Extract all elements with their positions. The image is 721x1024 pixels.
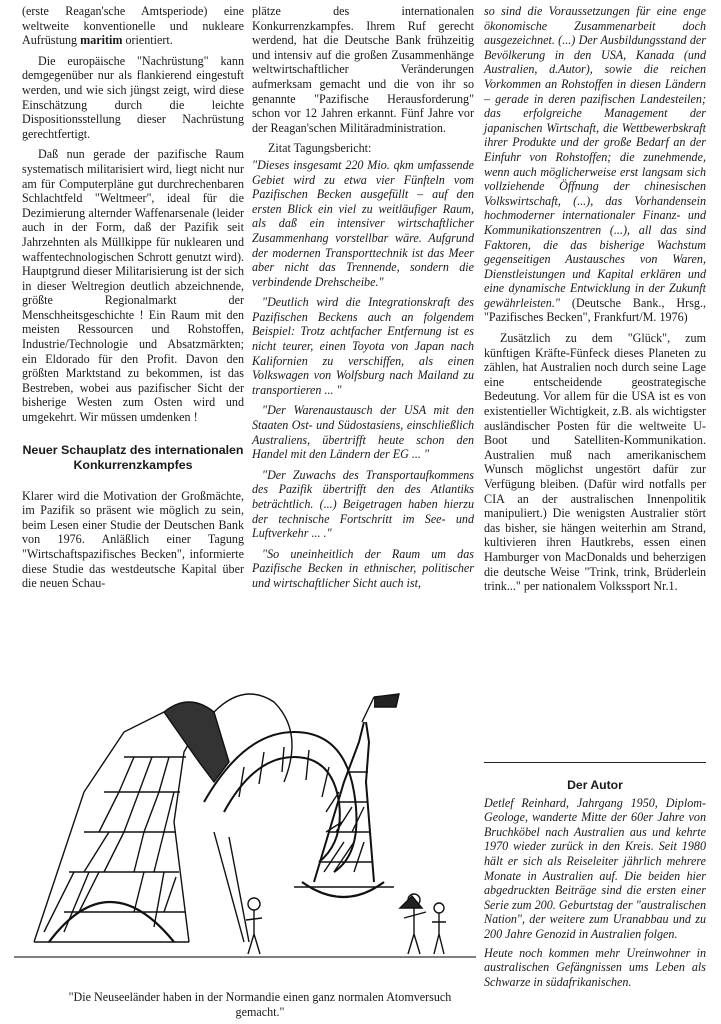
quote: "Der Zuwachs des Transportaufkommens des Pazifik übertrifft den des Atlantiks beträchtlich. (...) Beigetragen haben hierzu der technische Fortschritt im See- und Luftverkehr ... ." bbox=[252, 467, 474, 541]
author-note: Heute noch kommen mehr Ureinwohner in australischen Gefängnissen ums Leben als Schwarze in südafrikanischen. bbox=[484, 945, 706, 989]
quote: "So uneinheitlich der Raum um das Pazifische Becken in ethnischer, politischer und wirtschaftlicher Sicht auch ist, bbox=[252, 546, 474, 590]
cartoon-caption: "Die Neuseeländer haben in der Normandie einen ganz normalen Atomversuch gemacht." bbox=[68, 990, 452, 1019]
paragraph: Die europäische "Nachrüstung" kann demgegenüber nur als flankierend eingestuft werden, und wie sich jüngst zeigt, wird diese Einschätzung durch die leichte Dispositionsstellung dieser Nachrüstung gerechtfertigt. bbox=[22, 53, 244, 141]
quote: "Der Warenaustausch der USA mit den Staaten Ost- und Südostasiens, einschließlich Australiens, übertrifft heute schon den Handel mit den Ländern der EG ... " bbox=[252, 403, 474, 462]
column-2 bbox=[252, 4, 474, 597]
section-heading: Neuer Schauplatz des internationalen Konkurrenzkampfes bbox=[22, 442, 244, 472]
quote-continuation: so sind die Voraussetzungen für eine enge ökonomische Zusammenarbeit doch ausgezeichnet. (...) Der Ausbildungsstand der Bevölkerung in den USA, Kanada (und Australien, d.Autor), sowie die reichen Vorkommen an Rohstoffen in diesen Ländern – gerade in deren pazifischen Landesteilen; das erfolgreiche Management der japanischen Wirtschaft, die Wettbewerbskraft ihrer Produkte und der große Bedarf an der Einfuhr von Rohstoffen; die zunehmende, wenn auch möglicherweise erst langsam sich vollziehende Öffnung der chinesischen Volkswirtschaft, (...), das Vorhandensein hochmoderner internationaler Finanz- und Kommunikationszentren (...), all das sind Faktoren, die das bisherige Wachstum gegenseitigen Austausches von Waren, Dienstleistungen und Kapital erklären und eine dynamische Entwicklung in der Zukunft gewährleisten." bbox=[484, 4, 706, 310]
text-run: (erste Reagan'sche Amtsperiode) eine weltweite konventionelle und nukleare Aufrüstung bbox=[22, 4, 244, 48]
quote: "Deutlich wird die Integrationskraft des Pazifischen Beckens auch an folgendem Beispiel: Trotz achtfacher Entfernung ist es nicht teurer, einen Toyota von Japan nach Kalifornien zu verschiffen, als einen Volkswagen von Wolfsburg nach Mailand zu transportieren ... " bbox=[252, 295, 474, 397]
column-1 bbox=[22, 4, 244, 597]
paragraph bbox=[484, 4, 706, 325]
cartoon-illustration bbox=[14, 672, 476, 982]
paragraph bbox=[22, 4, 244, 48]
quote-label: Zitat Tagungsbericht: bbox=[268, 141, 372, 156]
paragraph: plätze des internationalen Konkurrenzkampfes. Ihrem Ruf gerecht werdend, hat die Deutsche Bank frühzeitig und intensiv auf die großen Zusammenhänge weltwirtschaftlicher Veränderungen aufmerksam gemacht und die von ihr so genannte "Pazifische Herausforderung" schon vor 12 Jahren erkannt. Fünf Jahre vor der Reagan'schen Militäradministration. bbox=[252, 4, 474, 135]
source-citation: (Deutsche Bank., Hrsg., "Pazifisches Becken", Frankfurt/M. 1976) bbox=[484, 295, 706, 325]
author-bio: Detlef Reinhard, Jahrgang 1950, Diplom-Geologe, wanderte Mitte der 60er Jahre von Bruchköbel nach Australien aus und kehrte 1970 wieder zurück in den Kreis. Seit 1980 hält er sich als Reiseleiter jährlich mehrere Monate in Australien auf. Die beiden hier abgedruckten Beiträge sind die ersten einer Serie zum 200. Geburtstag der "australischen Nation", der weitere zum Uranabbau und zu 200 Jahre Genozid in Australien folgen. bbox=[484, 795, 706, 941]
paragraph: Zusätzlich zu dem "Glück", zum künftigen Kräfte-Fünfeck dieses Planeten zu zählen, hat Australien noch durch seine Lage eine entscheidende geostrategische Bedeutung. Vor allem für die USA ist es von existentieller Wichtigkeit, z.B. als wichtigster ausländischer Posten für die weltweite U-Boot und Satelliten-Kommunikation. Australien muß nach amerikanischem Wunsch möglichst ungestört dafür zur Verfügung bleiben. (Dafür wird notfalls per CIA an der australischen Innenpolitik manipuliert.) Die wenigsten Australier stört das bisher, sie hängen weiterhin am Strand, kultivieren ihren Hautkrebs, essen einen Hamburger von MacDonalds und beherzigen die deutsche Weise "Trink, trink, Brüderlein trink..." per nationalem Volkssport Nr.1. bbox=[484, 331, 706, 594]
text-run: orientiert. bbox=[122, 33, 173, 48]
paragraph: Daß nun gerade der pazifische Raum systematisch militarisiert wird, liegt nicht nur am für Computerpläne gut durchrechenbaren Schlachtfeld "Weltmeer", ideal für die Dezimierung alternder Waffenarsenale (leider auch in der Form, daß der Pazifik seit Jahrzehnten als Müllkippe für nuklearen und waffentechnologischen Schrott genutzt wird). Hauptgrund dieser Militarisierung ist der sich in dieser Weltregion deutlich abzeichnende, größte Regionalmarkt der Menschheitsgeschichte ! Ein Raum mit den meisten Ressourcen und Rohstoffen, Industrie/Technologie und Absatzmärkten; ein Eldorado für den Profit. Davon den größten Marktstand zu bekommen, ist das Bestreben, wobei aus pazifischer Sicht der bisherige Westen zum Osten wird und umgekehrt. Wir müssen umdenken ! bbox=[22, 147, 244, 425]
paragraph: Klarer wird die Motivation der Großmächte, im Pazifik so präsent wie möglich zu sein, beim Lesen einer Studie der Deutschen Bank von 1976. Anläßlich einer Tagung "Wirtschaftspazifisches Becken", informierte diese Studie das westdeutsche Kapital über die neuen Schau- bbox=[22, 488, 244, 591]
quote: "Dieses insgesamt 220 Mio. qkm umfassende Gebiet wird zu etwa vier Fünfteln vom Pazifischen Becken ausgefüllt – auf den ersten Blick ein viel zu weitläufiger Raum, als daß ein intensiver wirtschaftlicher Zusammenhang vorstellbar wäre. Aufgrund der modernen Transporttechnik ist das Meer aber nicht das Trennende, sondern die verbindende Drehscheibe." bbox=[252, 157, 474, 289]
column-3 bbox=[484, 4, 706, 600]
divider bbox=[484, 762, 706, 763]
bold-word: maritim bbox=[80, 33, 123, 48]
author-title: Der Autor bbox=[567, 778, 623, 792]
author-box bbox=[484, 778, 706, 993]
